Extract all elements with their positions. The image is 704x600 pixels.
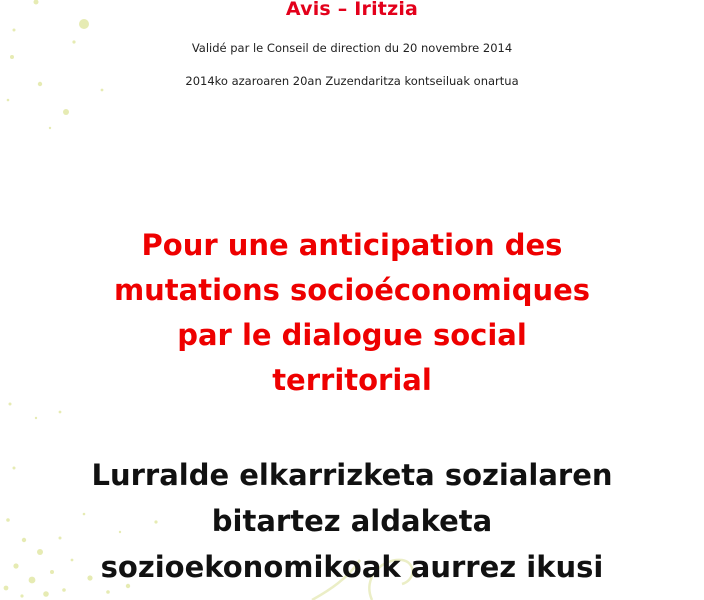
decor-dot <box>49 127 51 129</box>
decor-dot <box>22 538 26 542</box>
main-title-fr-line: mutations socioéconomiques <box>113 273 591 307</box>
decor-dot <box>4 586 9 591</box>
decor-dot <box>106 590 110 594</box>
main-title-fr-line: par le dialogue social <box>177 318 527 352</box>
decor-dot <box>9 403 12 406</box>
main-title-eu-line: Lurralde elkarrizketa sozialaren <box>91 458 613 492</box>
main-title-eu-line: sozioekonomikoak aurrez ikusi <box>100 550 604 584</box>
decor-dot <box>35 417 37 419</box>
document-type-title: Avis – Iritzia <box>285 0 419 20</box>
decor-dot <box>6 518 10 522</box>
decor-dot <box>13 563 18 568</box>
main-title-fr-line: territorial <box>272 363 432 397</box>
main-title-fr-line: Pour une anticipation des <box>141 228 563 262</box>
decor-dot <box>101 89 104 92</box>
validation-note-eu: 2014ko azaroaren 20an Zuzendaritza kontseiluak onartua <box>185 74 519 88</box>
decor-dot <box>29 577 36 584</box>
main-title-eu <box>42 452 662 590</box>
decor-dot <box>43 591 49 597</box>
validation-note-fr: Validé par le Conseil de direction du 20 novembre 2014 <box>191 41 513 55</box>
decor-dot <box>7 99 10 102</box>
decor-dot <box>13 467 16 470</box>
decor-dot <box>63 109 69 115</box>
decor-dot <box>59 411 62 414</box>
main-title-eu-line: bitartez aldaketa <box>211 504 493 538</box>
decor-dot <box>13 29 16 32</box>
decor-dot <box>20 594 23 597</box>
main-title-fr <box>62 223 642 403</box>
